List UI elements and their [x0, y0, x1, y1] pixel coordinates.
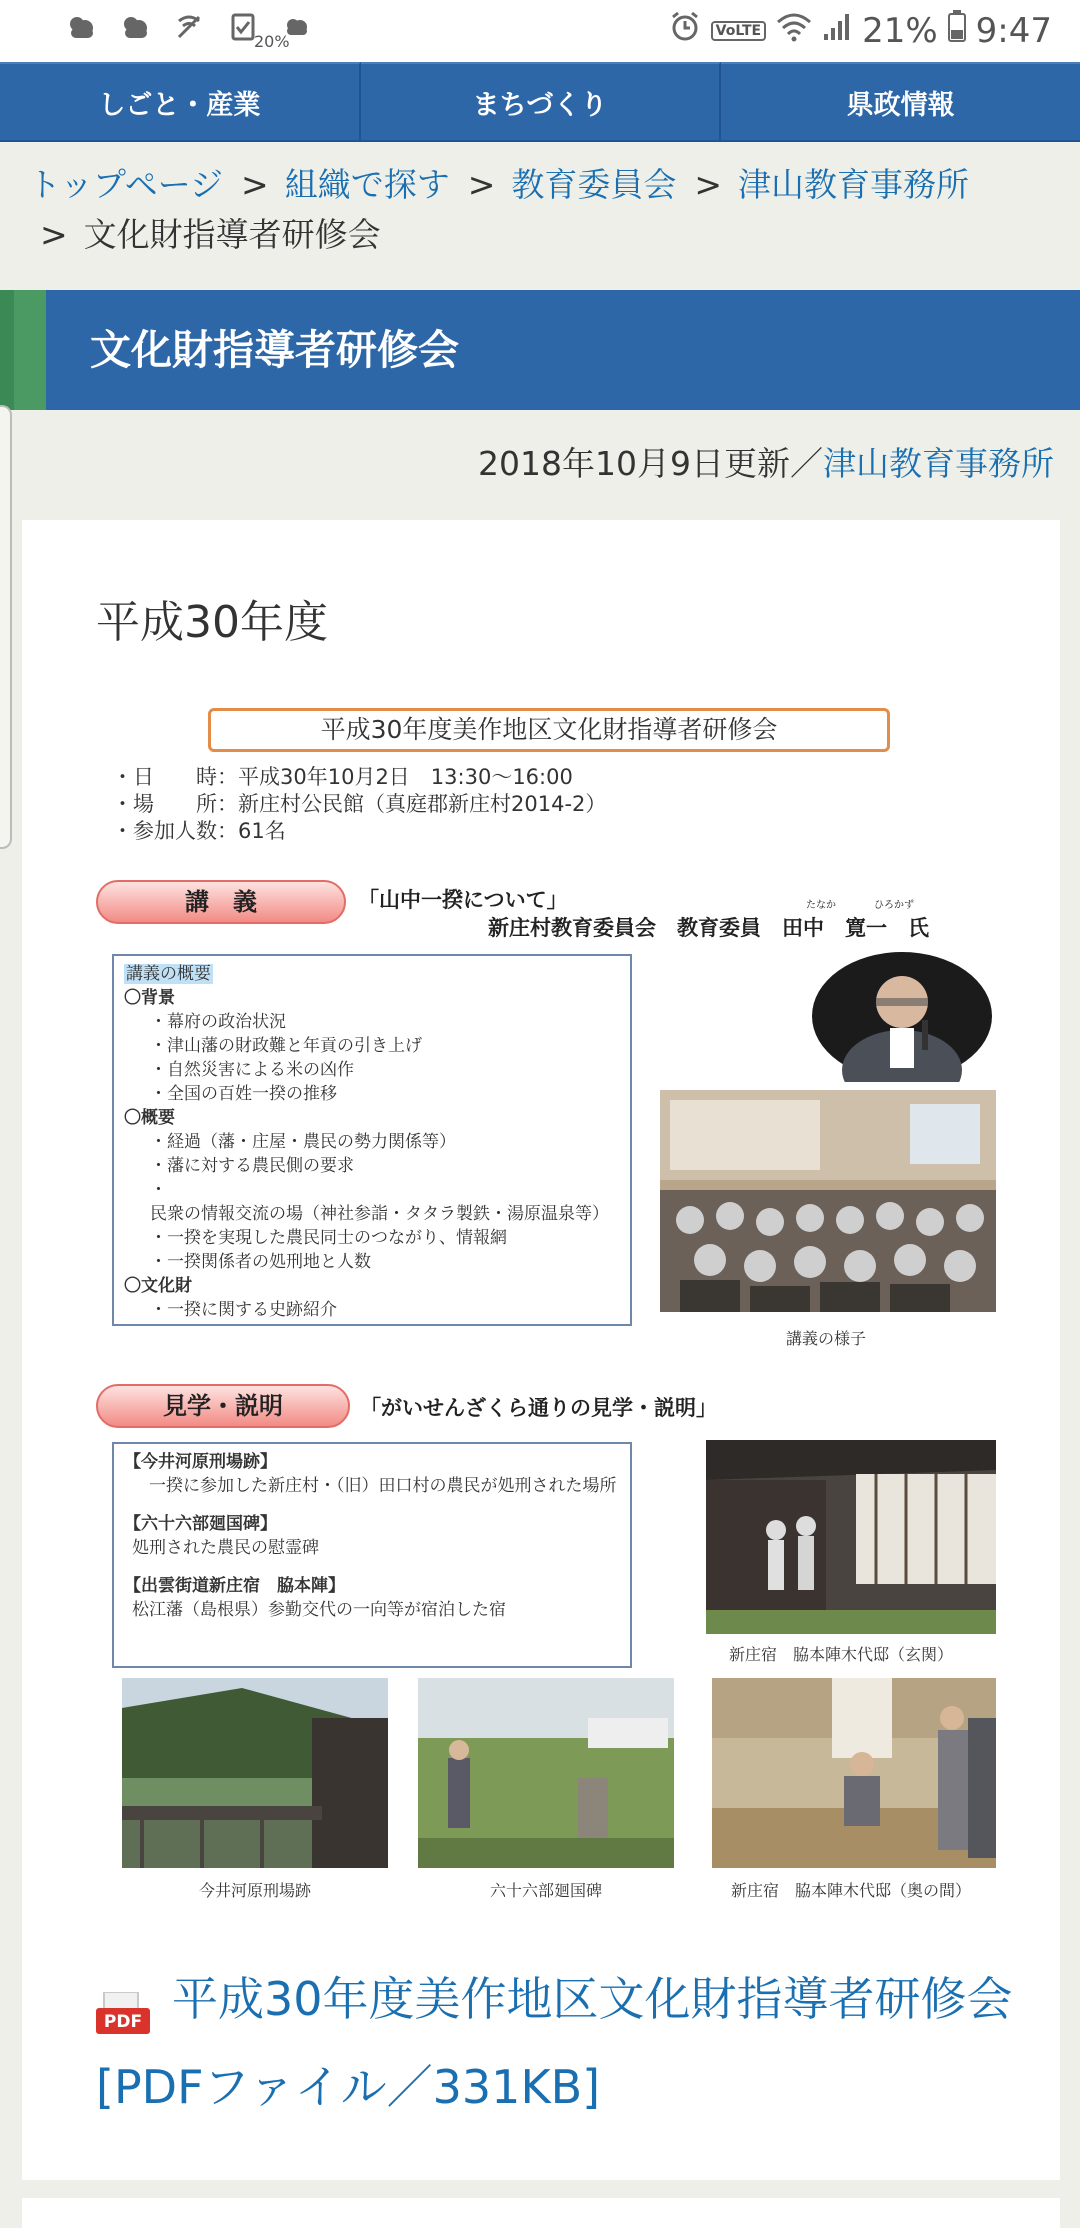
volte-badge: VoLTE — [711, 21, 766, 41]
summary-item: 全国の百姓一揆の推移 — [167, 1084, 337, 1104]
year-heading: 平成30年度 — [96, 597, 328, 648]
tour-item-heading: 【今井河原刑場跡】 — [124, 1452, 277, 1472]
memorial-stone-photo — [418, 1678, 674, 1868]
lecturer-name: 新庄村教育委員会 教育委員 田中 寛一 氏 — [488, 916, 929, 940]
summary-item: 自然災害による米の凶作 — [167, 1060, 354, 1080]
nav-item-business[interactable]: しごと・産業 — [0, 62, 361, 142]
honjin-inner-room-photo — [712, 1678, 996, 1868]
summary-item: 幕府の政治状況 — [167, 1012, 286, 1032]
breadcrumb-tsuyama-office[interactable]: 津山教育事務所 — [738, 165, 969, 204]
summary-item: 一揆を実現した農民同士のつながり、情報網 — [167, 1228, 507, 1248]
pdf-link-text[interactable]: 平成30年度美作地区文化財指導者研修会 [PDFファイル／331KB] — [96, 1972, 1013, 2114]
breadcrumb-top[interactable]: トップページ — [28, 165, 224, 204]
wifi-icon — [776, 11, 812, 51]
breadcrumb-separator: > — [467, 165, 496, 204]
tour-item-heading: 【六十六部廻国碑】 — [124, 1514, 277, 1534]
summary-heading: 〇文化財 — [124, 1276, 192, 1296]
execution-site-caption: 今井河原刑場跡 — [198, 1881, 311, 1900]
tour-item-text: 処刑された農民の慰霊碑 — [132, 1538, 319, 1558]
tour-item-heading: 【出雲街道新庄宿 脇本陣】 — [124, 1576, 345, 1596]
battery-icon — [948, 10, 966, 51]
lecture-title: 「山中一揆について」 — [358, 888, 568, 912]
lecturer-photo — [810, 950, 994, 1082]
execution-site-photo — [122, 1678, 388, 1868]
global-nav — [0, 62, 1080, 142]
ruby-tanaka: たなか — [806, 900, 836, 911]
summary-heading: 〇背景 — [124, 988, 175, 1008]
memorial-stone-caption: 六十六部廻国碑 — [489, 1881, 602, 1900]
cloud-sun-icon — [118, 10, 152, 44]
wifi-calling-icon — [172, 10, 206, 44]
summary-item: 藩に対する農民側の要求 — [167, 1156, 354, 1176]
poster-attendance: ・参加人数：61名 — [112, 819, 286, 843]
pdf-icon-label: PDF — [103, 2011, 143, 2032]
lecture-badge: 講 義 — [96, 880, 346, 924]
tour-item-text: 松江藩（島根県）参勤交代の一向等が宿泊した宿 — [132, 1600, 506, 1620]
department-link[interactable]: 津山教育事務所 — [823, 444, 1054, 483]
tour-badge: 見学・説明 — [96, 1384, 350, 1428]
nav-item-prefecture-info[interactable]: 県政情報 — [721, 62, 1080, 142]
summary-item: 一揆に関する史跡紹介 — [167, 1300, 337, 1320]
next-section-card — [22, 2198, 1060, 2228]
update-date: 2018年10月9日更新／ — [478, 444, 823, 483]
breadcrumb-separator: > — [694, 165, 722, 204]
honjin-inner-room-caption: 新庄宿 脇本陣木代邸（奥の間） — [730, 1881, 971, 1900]
poster-date: ・日 時：平成30年10月2日 13:30〜16:00 — [112, 765, 573, 789]
page-title: 文化財指導者研修会 — [90, 326, 459, 374]
honjin-entrance-photo — [706, 1440, 996, 1634]
breadcrumb-board-of-education[interactable]: 教育委員会 — [511, 165, 677, 204]
summary-item: 民衆の情報交流の場（神社参詣・タタラ製鉄・湯原温泉等） — [150, 1204, 609, 1224]
status-bar — [0, 0, 1080, 62]
poster-title: 平成30年度美作地区文化財指導者研修会 — [208, 708, 890, 752]
title-accent — [14, 290, 46, 410]
nav-item-town-planning[interactable]: まちづくり — [361, 62, 722, 142]
summary-item: 経過（藩・庄屋・農民の勢力関係等） — [167, 1132, 456, 1152]
poster-place: ・場 所：新庄村公民館（真庭郡新庄村2014-2） — [112, 792, 607, 816]
update-info — [478, 438, 1054, 485]
breadcrumb — [28, 160, 1058, 260]
side-drawer-handle[interactable] — [0, 405, 12, 849]
breadcrumb-separator: > — [241, 165, 269, 204]
summary-heading: 〇概要 — [124, 1108, 175, 1128]
poster-info — [112, 764, 606, 845]
system-status — [669, 10, 1052, 51]
pdf-file-icon — [96, 1974, 150, 2032]
battery-percent: 21% — [862, 10, 938, 51]
lecture-photo-caption: 講義の様子 — [785, 1329, 866, 1348]
summary-item: 津山藩の財政難と年貢の引き上げ — [167, 1036, 422, 1056]
pdf-download-link[interactable] — [96, 1955, 1016, 2131]
breadcrumb-separator: > — [40, 215, 68, 254]
tour-item-text: 一揆に参加した新庄村・（旧）田口村の農民が処刑された場所 — [132, 1476, 617, 1496]
battery-small-text: 20% — [254, 32, 290, 51]
ruby-hirokazu: ひろかず — [874, 900, 914, 911]
breadcrumb-current: 文化財指導者研修会 — [83, 215, 381, 254]
honjin-entrance-caption: 新庄宿 脇本陣木代邸（玄関） — [728, 1645, 953, 1664]
tour-title: 「がいせんざくら通りの見学・説明」 — [360, 1396, 717, 1420]
alarm-icon — [669, 10, 701, 51]
content-card — [22, 520, 1060, 2180]
cloud-sun-icon — [64, 10, 98, 44]
summary-label: 講義の概要 — [126, 964, 211, 984]
tour-box — [112, 1442, 632, 1668]
breadcrumb-organization[interactable]: 組織で探す — [284, 165, 450, 204]
clock: 9:47 — [975, 10, 1052, 51]
summary-item: 一揆関係者の処刑地と人数 — [167, 1252, 371, 1272]
lecture-audience-photo — [660, 1090, 996, 1312]
page-title-bar — [0, 290, 1080, 410]
seminar-poster-image — [96, 698, 1006, 1900]
lecture-summary-box: 講義の概要 〇背景 ・幕府の政治状況 ・津山藩の財政難と年貢の引き上げ ・自然災害による米の凶作 ・全国の百姓一揆の推移 〇概要 ・経過（藩・庄屋・農民の勢力関係等） ・藩に対する農民側の要求 ・民衆の情報交流の場（神社参詣・タタラ製鉄・湯原温泉等） ・一揆を実現した農民同士のつながり、情報網 ・一揆関係者の処刑地と人数 〇文化財 ・一揆に関する史跡紹介 — [112, 954, 632, 1326]
signal-icon — [822, 11, 852, 51]
